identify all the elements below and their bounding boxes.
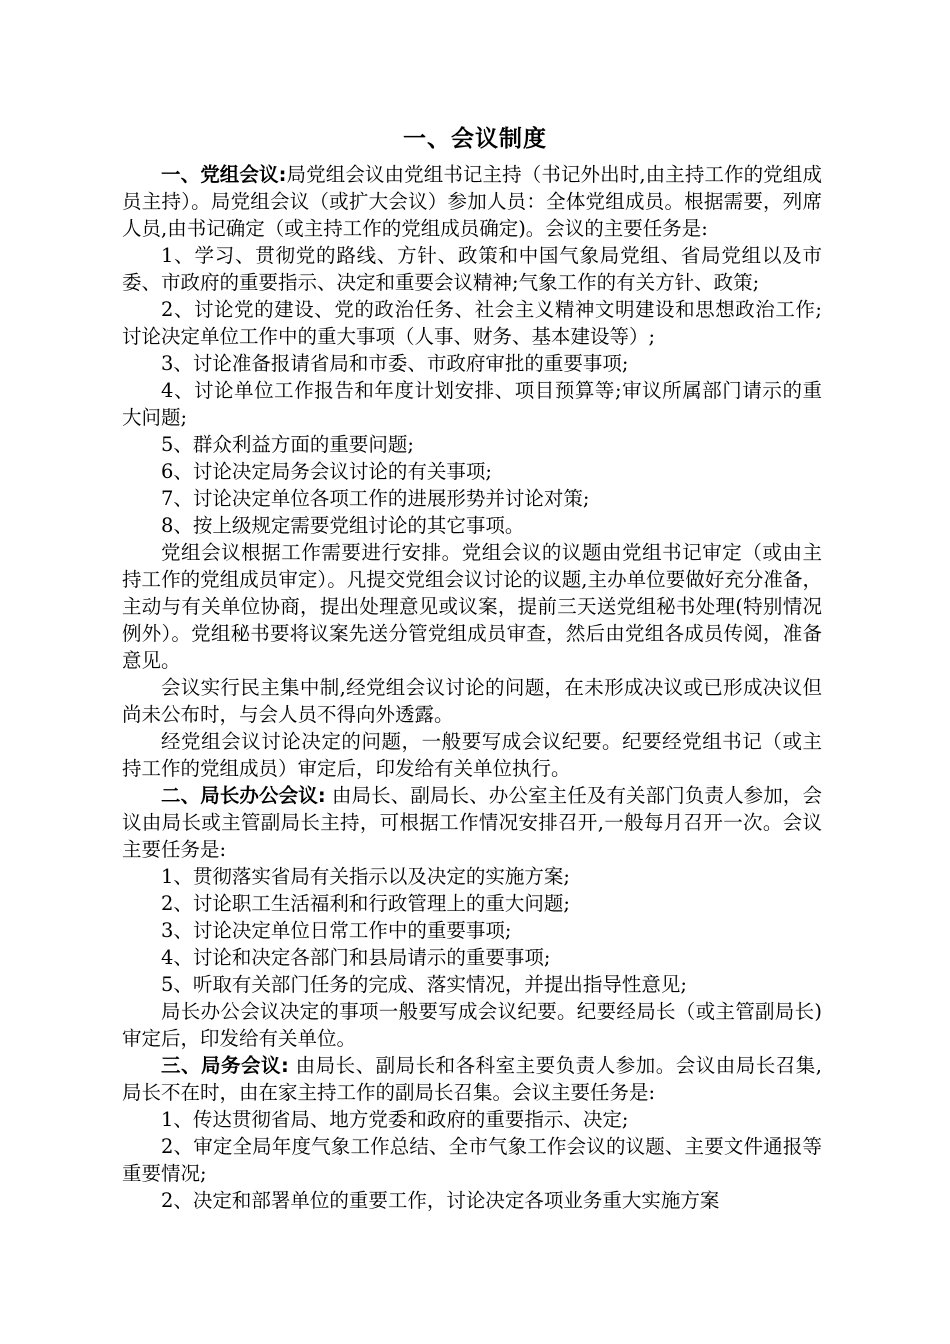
section-text: 由局长、副局长、办公室主任及有关部门负责人参加，会议由局长或主管副局长主持，可根据工作情况安排召开,一般每月召开一次。会议主要任务是: xyxy=(122,784,822,861)
list-item: 1、传达贯彻省局、地方党委和政府的重要指示、决定; xyxy=(161,1108,629,1131)
list-item: 2、讨论职工生活福利和行政管理上的重大问题; xyxy=(161,892,570,915)
list-item: 4、讨论单位工作报告和年度计划安排、项目预算等;审议所属部门请示的重大问题; xyxy=(122,379,822,429)
list-item: 5、群众利益方面的重要问题; xyxy=(161,433,414,456)
list-item: 1、学习、贯彻党的路线、方针、政策和中国气象局党组、省局党组以及市委、市政府的重要指示、决定和重要会议精神;气象工作的有关方针、政策; xyxy=(122,244,822,294)
list-item: 5、听取有关部门任务的完成、落实情况，并提出指导性意见; xyxy=(161,973,687,996)
paragraph: 经党组会议讨论决定的问题，一般要写成会议纪要。纪要经党组书记（或主持工作的党组成员）审定后，印发给有关单位执行。 xyxy=(122,730,822,780)
list-item: 6、讨论决定局务会议讨论的有关事项; xyxy=(161,460,492,483)
list-item: 8、按上级规定需要党组讨论的其它事项。 xyxy=(161,514,525,537)
list-item: 2、决定和部署单位的重要工作，讨论决定各项业务重大实施方案 xyxy=(161,1189,720,1212)
section-heading: 二、局长办公会议: xyxy=(161,784,326,807)
section-heading: 一、党组会议: xyxy=(161,163,287,186)
section-text: 局党组会议由党组书记主持（书记外出时,由主持工作的党组成员主持）。局党组会议（或扩大会议）参加人员：全体党组成员。根据需要，列席人员,由书记确定（或主持工作的党组成员确定)。会议的主要任务是: xyxy=(122,163,822,240)
list-item: 1、贯彻落实省局有关指示以及决定的实施方案; xyxy=(161,865,570,888)
section-party-intro xyxy=(122,161,822,242)
list-item: 7、讨论决定单位各项工作的进展形势并讨论对策; xyxy=(161,487,590,510)
section-text: 由局长、副局长和各科室主要负责人参加。会议由局长召集,局长不在时，由在家主持工作的副局长召集。会议主要任务是: xyxy=(122,1054,822,1104)
paragraph: 党组会议根据工作需要进行安排。党组会议的议题由党组书记审定（或由主持工作的党组成员审定）。凡提交党组会议讨论的议题,主办单位要做好充分准备，主动与有关单位协商，提出处理意见或议案，提前三天送党组秘书处理(特别情况例外）。党组秘书要将议案先送分管党组成员审查，然后由党组各成员传阅，准备意见。 xyxy=(122,541,822,672)
paragraph: 会议实行民主集中制,经党组会议讨论的问题，在未形成决议或已形成决议但尚未公布时，与会人员不得向外透露。 xyxy=(122,676,822,726)
section-director-intro xyxy=(122,782,822,863)
list-item: 3、讨论准备报请省局和市委、市政府审批的重要事项; xyxy=(161,352,629,375)
page-title: 一、会议制度 xyxy=(403,126,547,152)
list-item: 2、审定全局年度气象工作总结、全市气象工作会议的议题、主要文件通报等重要情况; xyxy=(122,1135,822,1185)
paragraph: 局长办公会议决定的事项一般要写成会议纪要。纪要经局长（或主管副局长)审定后，印发给有关单位。 xyxy=(122,1000,822,1050)
list-item: 2、讨论党的建设、党的政治任务、社会主义精神文明建设和思想政治工作; 讨论决定单位工作中的重大事项（人事、财务、基本建设等）; xyxy=(122,298,822,348)
section-heading: 三、局务会议: xyxy=(161,1054,289,1077)
list-item: 4、讨论和决定各部门和县局请示的重要事项; xyxy=(161,946,551,969)
list-item: 3、讨论决定单位日常工作中的重要事项; xyxy=(161,919,512,942)
document-body xyxy=(122,161,822,1214)
section-bureau-intro xyxy=(122,1052,822,1106)
